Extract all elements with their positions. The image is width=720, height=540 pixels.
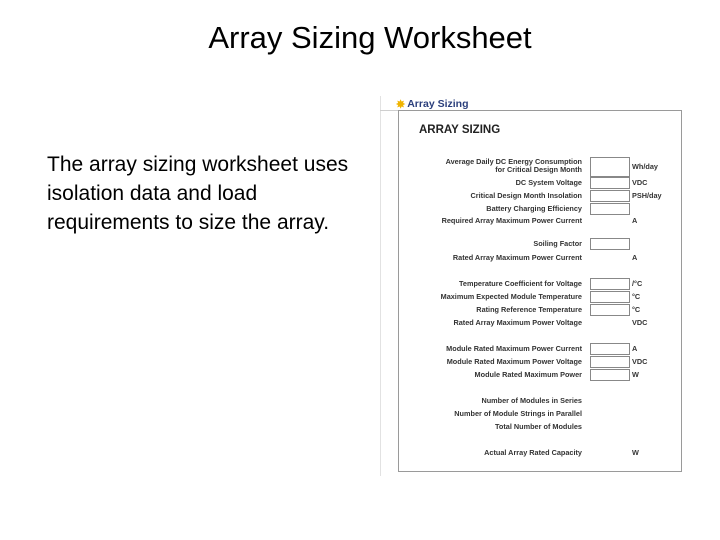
input-field[interactable] — [590, 356, 630, 368]
row-label-line: for Critical Design Month — [495, 165, 582, 174]
row-unit: VDC — [632, 318, 648, 327]
row-label: Actual Array Rated Capacity — [484, 448, 582, 457]
worksheet-row — [399, 421, 681, 434]
input-field[interactable] — [590, 190, 630, 202]
row-label-line: Average Daily DC Energy Consumption — [445, 157, 582, 166]
worksheet-row — [399, 369, 681, 382]
worksheet-row — [399, 304, 681, 317]
worksheet-row — [399, 447, 681, 460]
row-label: Module Rated Maximum Power Current — [446, 344, 582, 353]
row-unit: °C — [632, 305, 641, 314]
row-label — [446, 158, 582, 174]
worksheet-row — [399, 317, 681, 330]
worksheet-divider — [380, 96, 381, 476]
row-label: Battery Charging Efficiency — [486, 204, 582, 213]
worksheet-row — [399, 278, 681, 291]
row-label: Temperature Coefficient for Voltage — [459, 279, 582, 288]
row-label: Number of Modules in Series — [481, 396, 582, 405]
input-field[interactable] — [590, 278, 630, 290]
array-sizing-worksheet — [398, 110, 682, 472]
row-label: DC System Voltage — [515, 178, 582, 187]
row-unit: Wh/day — [632, 162, 658, 171]
row-label: Rated Array Maximum Power Voltage — [453, 318, 582, 327]
worksheet-heading: ARRAY SIZING — [419, 124, 501, 136]
sun-icon: ✸ — [396, 98, 406, 111]
row-unit: VDC — [632, 357, 648, 366]
row-label: Module Rated Maximum Power Voltage — [446, 357, 582, 366]
row-label: Module Rated Maximum Power — [474, 370, 582, 379]
row-unit: °C — [632, 292, 641, 301]
worksheet-row — [399, 408, 681, 421]
row-unit: A — [632, 344, 638, 353]
input-field[interactable] — [590, 343, 630, 355]
tab-label: Array Sizing — [407, 98, 469, 110]
worksheet-row — [399, 190, 681, 203]
row-unit: A — [632, 216, 638, 225]
row-unit: VDC — [632, 178, 648, 187]
input-field[interactable] — [590, 177, 630, 189]
worksheet-row — [399, 395, 681, 408]
row-label: Maximum Expected Module Temperature — [440, 292, 582, 301]
worksheet-row — [399, 356, 681, 369]
row-label: Rated Array Maximum Power Current — [452, 253, 582, 262]
input-field[interactable] — [590, 203, 630, 215]
row-label: Rating Reference Temperature — [476, 305, 582, 314]
row-unit: W — [632, 370, 639, 379]
row-unit: PSH/day — [632, 191, 662, 200]
row-label: Total Number of Modules — [494, 422, 582, 431]
input-field[interactable] — [590, 369, 630, 381]
row-unit: /°C — [632, 279, 643, 288]
row-unit: A — [632, 253, 638, 262]
slide-body-text: The array sizing worksheet uses isolation data and load requirements to size the array. — [47, 153, 349, 234]
worksheet-row — [399, 177, 681, 190]
input-field[interactable] — [590, 304, 630, 316]
input-field[interactable] — [590, 238, 630, 250]
worksheet-row — [399, 252, 681, 265]
row-label: Soiling Factor — [533, 239, 582, 248]
worksheet-row — [399, 238, 681, 251]
worksheet-row — [399, 157, 681, 177]
row-label: Critical Design Month Insolation — [470, 191, 582, 200]
input-field[interactable] — [590, 291, 630, 303]
worksheet-row — [399, 291, 681, 304]
input-field[interactable] — [590, 157, 630, 177]
row-unit: W — [632, 448, 639, 457]
worksheet-row — [399, 215, 681, 228]
slide-title: Array Sizing Worksheet — [208, 20, 532, 55]
row-label: Required Array Maximum Power Current — [441, 216, 582, 225]
worksheet-row — [399, 343, 681, 356]
row-label: Number of Module Strings in Parallel — [454, 409, 582, 418]
